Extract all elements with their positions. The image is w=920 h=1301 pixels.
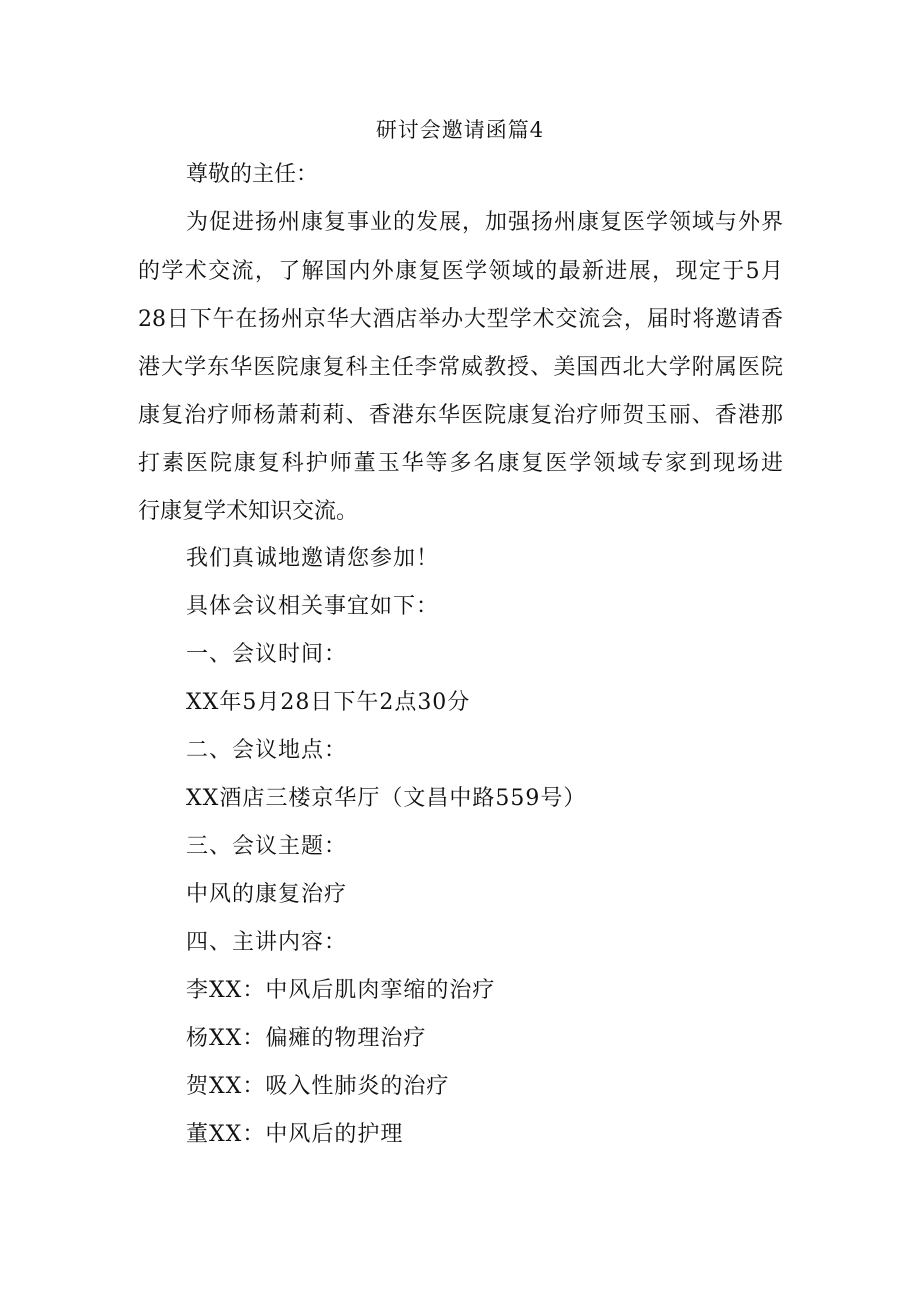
lecture-item: 贺XX：吸入性肺炎的治疗 — [186, 1074, 450, 1099]
meeting-theme-value: 中风的康复治疗 — [186, 882, 348, 907]
meeting-location-value: XX酒店三楼京华厅（文昌中路559号） — [186, 786, 587, 811]
body-line: 为促进扬州康复事业的发展，加强扬州康复医学领域与外界 — [186, 210, 783, 235]
body-line: 的学术交流，了解国内外康复医学领域的最新进展，现定于5月 — [138, 259, 783, 284]
body-line: 港大学东华医院康复科主任李常威教授、美国西北大学附属医院 — [138, 355, 783, 380]
lecture-content-heading: 四、主讲内容： — [186, 930, 348, 955]
invitation-sentence: 我们真诚地邀请您参加！ — [186, 546, 440, 571]
lecture-item: 董XX：中风后的护理 — [186, 1122, 404, 1147]
document-title: 研讨会邀请函篇4 — [375, 118, 545, 142]
meeting-theme-heading: 三、会议主题： — [186, 834, 348, 859]
meeting-location-heading: 二、会议地点： — [186, 738, 348, 763]
lecture-item: 李XX：中风后肌肉挛缩的治疗 — [186, 978, 496, 1003]
body-line: 28日下午在扬州京华大酒店举办大型学术交流会，届时将邀请香 — [138, 307, 783, 332]
meeting-time-heading: 一、会议时间： — [186, 642, 348, 667]
lecture-item: 杨XX：偏瘫的物理治疗 — [186, 1026, 427, 1051]
salutation: 尊敬的主任： — [186, 162, 319, 187]
body-line: 行康复学术知识交流。 — [138, 499, 359, 524]
meeting-time-value: XX年5月28日下午2点30分 — [186, 690, 471, 715]
details-intro: 具体会议相关事宜如下： — [186, 594, 440, 619]
body-line: 康复治疗师杨萧莉莉、香港东华医院康复治疗师贺玉丽、香港那 — [138, 403, 783, 428]
body-line: 打素医院康复科护师董玉华等多名康复医学领域专家到现场进 — [138, 451, 783, 476]
